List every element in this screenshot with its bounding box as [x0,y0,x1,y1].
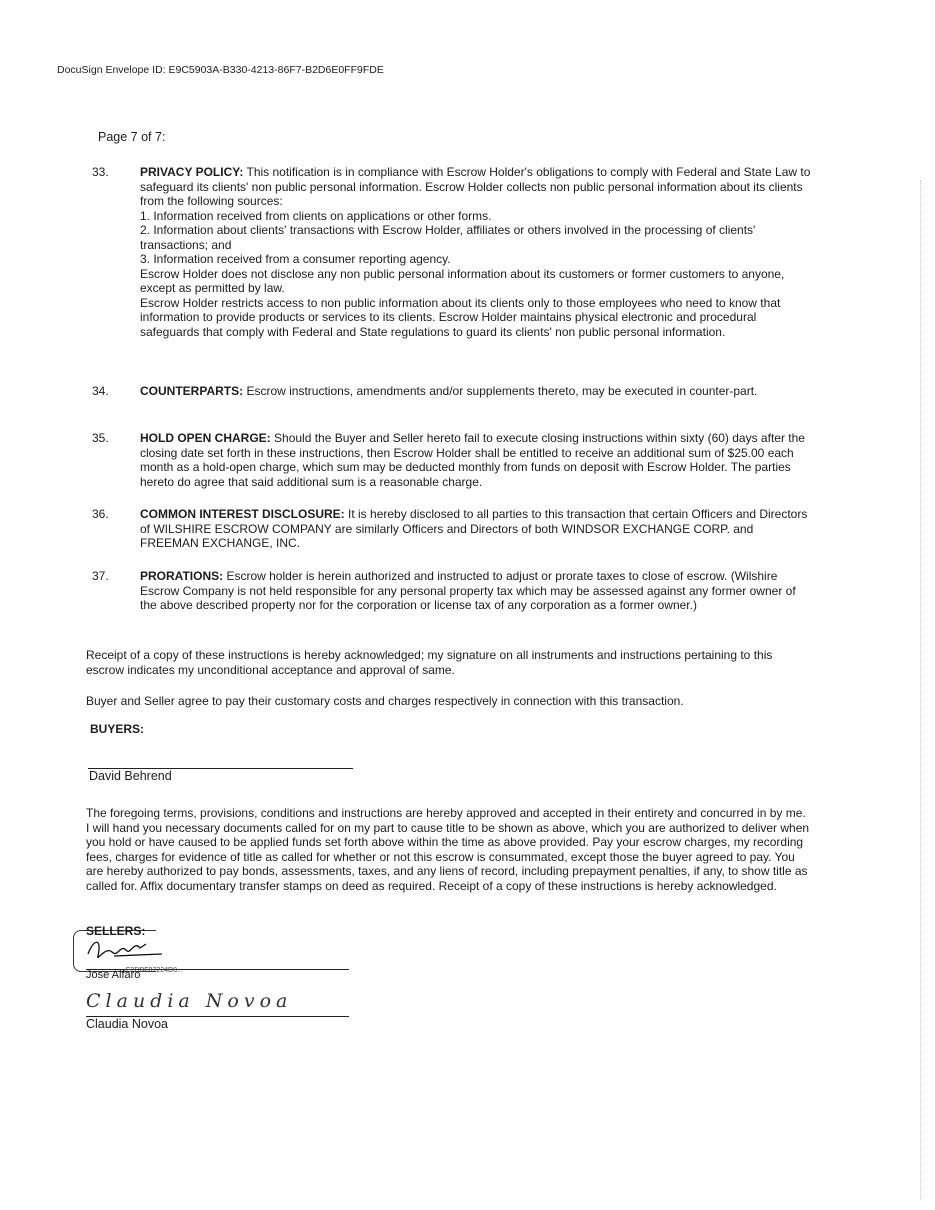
page-number: Page 7 of 7: [98,130,166,144]
section-body [140,569,812,613]
jose-alfaro-signature [84,934,184,964]
costs-agreement: Buyer and Seller agree to pay their customary costs and charges respectively in connection with this transaction. [86,694,684,708]
docusign-envelope-id: DocuSign Envelope ID: E9C5903A-B330-4213-86F7-B2D6E0FF9FDE [57,64,384,76]
seller1-name: Jose Alfaro [86,969,141,981]
section-text: Escrow holder is herein authorized and instructed to adjust or prorate taxes to close of escrow. (Wilshire Escrow Company is not held responsible for any personal property tax which may be assessed against any former owner of the above described property nor for the corporation or license tax of any corporation as a former owner.) [140,569,796,612]
section-35 [88,431,812,489]
list-item: 2. Information about clients' transactions with Escrow Holder, affiliates or others involved in the processing of clients' transactions; and [140,223,756,252]
section-title: PRORATIONS: [140,569,224,583]
section-title: PRIVACY POLICY: [140,165,244,179]
sources-list [140,209,812,267]
section-text: Should the Buyer and Seller hereto fail to execute closing instructions within sixty (60) days after the closing date set forth in these instructions, then Escrow Holder shall be entitled to receive an additional sum of $25.00 each month as a hold-open charge, which sum may be deducted monthly from funds on deposit with Escrow Holder. The parties hereto do agree that said additional sum is a reasonable charge. [140,431,805,489]
section-title: COMMON INTEREST DISCLOSURE: [140,507,345,521]
envelope-id-fragment: E2DBF87224D8... [126,967,183,974]
section-body [140,507,812,551]
section-text: It is hereby disclosed to all parties to this transaction that certain Officers and Directors of WILSHIRE ESCROW COMPANY are similarly Officers and Directors of both WINDSOR EXCHANGE CORP. and FREEMAN EXCHANGE, INC. [140,507,808,550]
buyer-name: David Behrend [89,769,172,783]
section-body [140,384,812,399]
approval-paragraph: The foregoing terms, provisions, conditions and instructions are hereby approved and accepted in their entirety and concurred in by me. I will hand you necessary documents called for on my part to cause title to be shown as above, which you are authorized to deliver when you hold or have caused to be applied funds set forth above within the time as above provided. Pay your escrow charges, my recording fees, charges for evidence of title as called for whether or not this escrow is consummated, except those the buyer agreed to pay. You are hereby authorized to pay bonds, assessments, taxes, and any liens of record, including prepayment penalties, if any, to show title as called for. Affix documentary transfer stamps on deed as required. Receipt of a copy of these instructions is hereby acknowledged. [86,806,810,893]
claudia-novoa-handwritten-signature: Claudia Novoa [86,990,293,1012]
section-number: 37. [92,569,109,583]
section-36 [88,507,812,551]
buyers-label: BUYERS: [90,722,145,736]
section-title: HOLD OPEN CHARGE: [140,431,271,445]
section-paragraph: Escrow Holder restricts access to non public information about its clients only to those employees who need to know that information to provide products or services to its clients. Escrow Holder maintains physical electronic and procedural safeguards that comply with Federal and State regulations to guard its clients' non public personal information. [140,295,781,339]
scan-edge-mark [920,180,921,1200]
section-34 [88,384,812,399]
section-number: 36. [92,507,109,521]
seller2-name: Claudia Novoa [86,1017,168,1031]
sellers-label: SELLERS: [86,924,146,938]
list-item: 3. Information received from a consumer reporting agency. [140,252,451,266]
section-number: 33. [92,165,109,179]
section-37 [88,569,812,613]
section-number: 35. [92,431,109,445]
receipt-acknowledgement: Receipt of a copy of these instructions is hereby acknowledged; my signature on all instruments and instructions pertaining to this escrow indicates my unconditional acceptance and approval of same. [86,648,773,677]
section-number: 34. [92,384,109,398]
section-paragraph: Escrow Holder does not disclose any non public personal information about its customers or former customers to anyone, except as permitted by law. [140,266,785,295]
section-body [140,165,812,339]
section-33 [88,165,812,339]
section-title: COUNTERPARTS: [140,384,244,398]
section-intro: This notification is in compliance with Escrow Holder's obligations to comply with Federal and State Law to safeguard its clients' non public personal information. Escrow Holder collects non public personal information about its clients from the following sources: [140,165,811,208]
section-body [140,431,812,489]
list-item: 1. Information received from clients on applications or other forms. [140,208,492,223]
section-text: Escrow instructions, amendments and/or supplements thereto, may be executed in counter-part. [246,384,758,398]
